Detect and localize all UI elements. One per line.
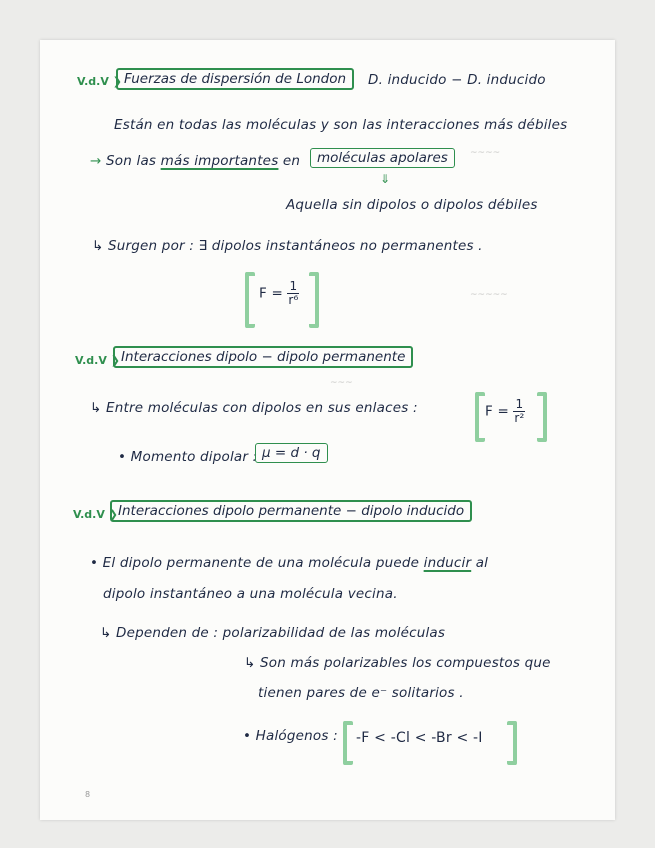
bleed-through-text: ~~~ xyxy=(330,378,353,388)
section-title-dipole-dipole: Interacciones dipolo − dipolo permanente xyxy=(113,346,413,368)
induced-description-cont: dipolo instantáneo a una molécula vecina. xyxy=(103,586,398,602)
dipole-formula: F = $\frac{1}{\text{r²}}$ xyxy=(485,397,525,426)
double-down-arrow-icon: ⇓ xyxy=(380,172,391,186)
induced-description: • El dipolo permanente de una molécula puede inducir al xyxy=(90,555,489,571)
vdv-tag: V.d.V ❯ xyxy=(75,354,120,367)
page-number: 8 xyxy=(85,790,91,799)
bracket-left xyxy=(343,721,353,765)
halogens-label: • Halógenos : xyxy=(243,728,338,744)
apolar-definition: Aquella sin dipolos o dipolos débiles xyxy=(286,197,538,213)
apolar-molecules-box: moléculas apolares xyxy=(310,148,455,168)
london-description: Están en todas las moléculas y son las interacciones más débiles xyxy=(114,117,568,133)
polarizability-rule: ↳ Son más polarizables los compuestos que xyxy=(244,655,551,671)
section-title-permanent-induced: Interacciones dipolo permanente − dipolo inducido xyxy=(110,500,472,522)
london-importance: → Son las más importantes en xyxy=(90,153,301,169)
bracket-right xyxy=(507,721,517,765)
halogen-series: -F < -Cl < -Br < -I xyxy=(356,730,483,746)
london-origin: ↳ Surgen por : ∃ dipolos instantáneos no permanentes . xyxy=(92,238,483,254)
polarizability-dependency: ↳ Dependen de : polarizabilidad de las moléculas xyxy=(100,625,446,641)
arrow-icon: → xyxy=(90,153,102,169)
bracket-right xyxy=(309,272,319,328)
bracket-right xyxy=(537,392,547,442)
london-formula: F = $\frac{1}{\text{r⁶}}$ xyxy=(259,279,299,308)
bracket-left xyxy=(245,272,255,328)
dipole-moment-label: • Momento dipolar : xyxy=(118,449,258,465)
london-type: D. inducido − D. inducido xyxy=(368,72,546,88)
bracket-left xyxy=(475,392,485,442)
dipole-dipole-description: ↳ Entre moléculas con dipolos en sus enlaces : xyxy=(90,400,418,416)
section-title-london: Fuerzas de dispersión de London xyxy=(116,68,354,90)
polarizability-rule-cont: tienen pares de e⁻ solitarios . xyxy=(258,685,464,701)
dipole-moment-formula: μ = d · q xyxy=(255,443,328,463)
bleed-through-text: ~~~~~ xyxy=(470,290,508,300)
bleed-through-text: ~~~~ xyxy=(470,148,501,158)
vdv-tag: V.d.V ❯ xyxy=(77,75,122,88)
vdv-tag: V.d.V ❯ xyxy=(73,508,118,521)
